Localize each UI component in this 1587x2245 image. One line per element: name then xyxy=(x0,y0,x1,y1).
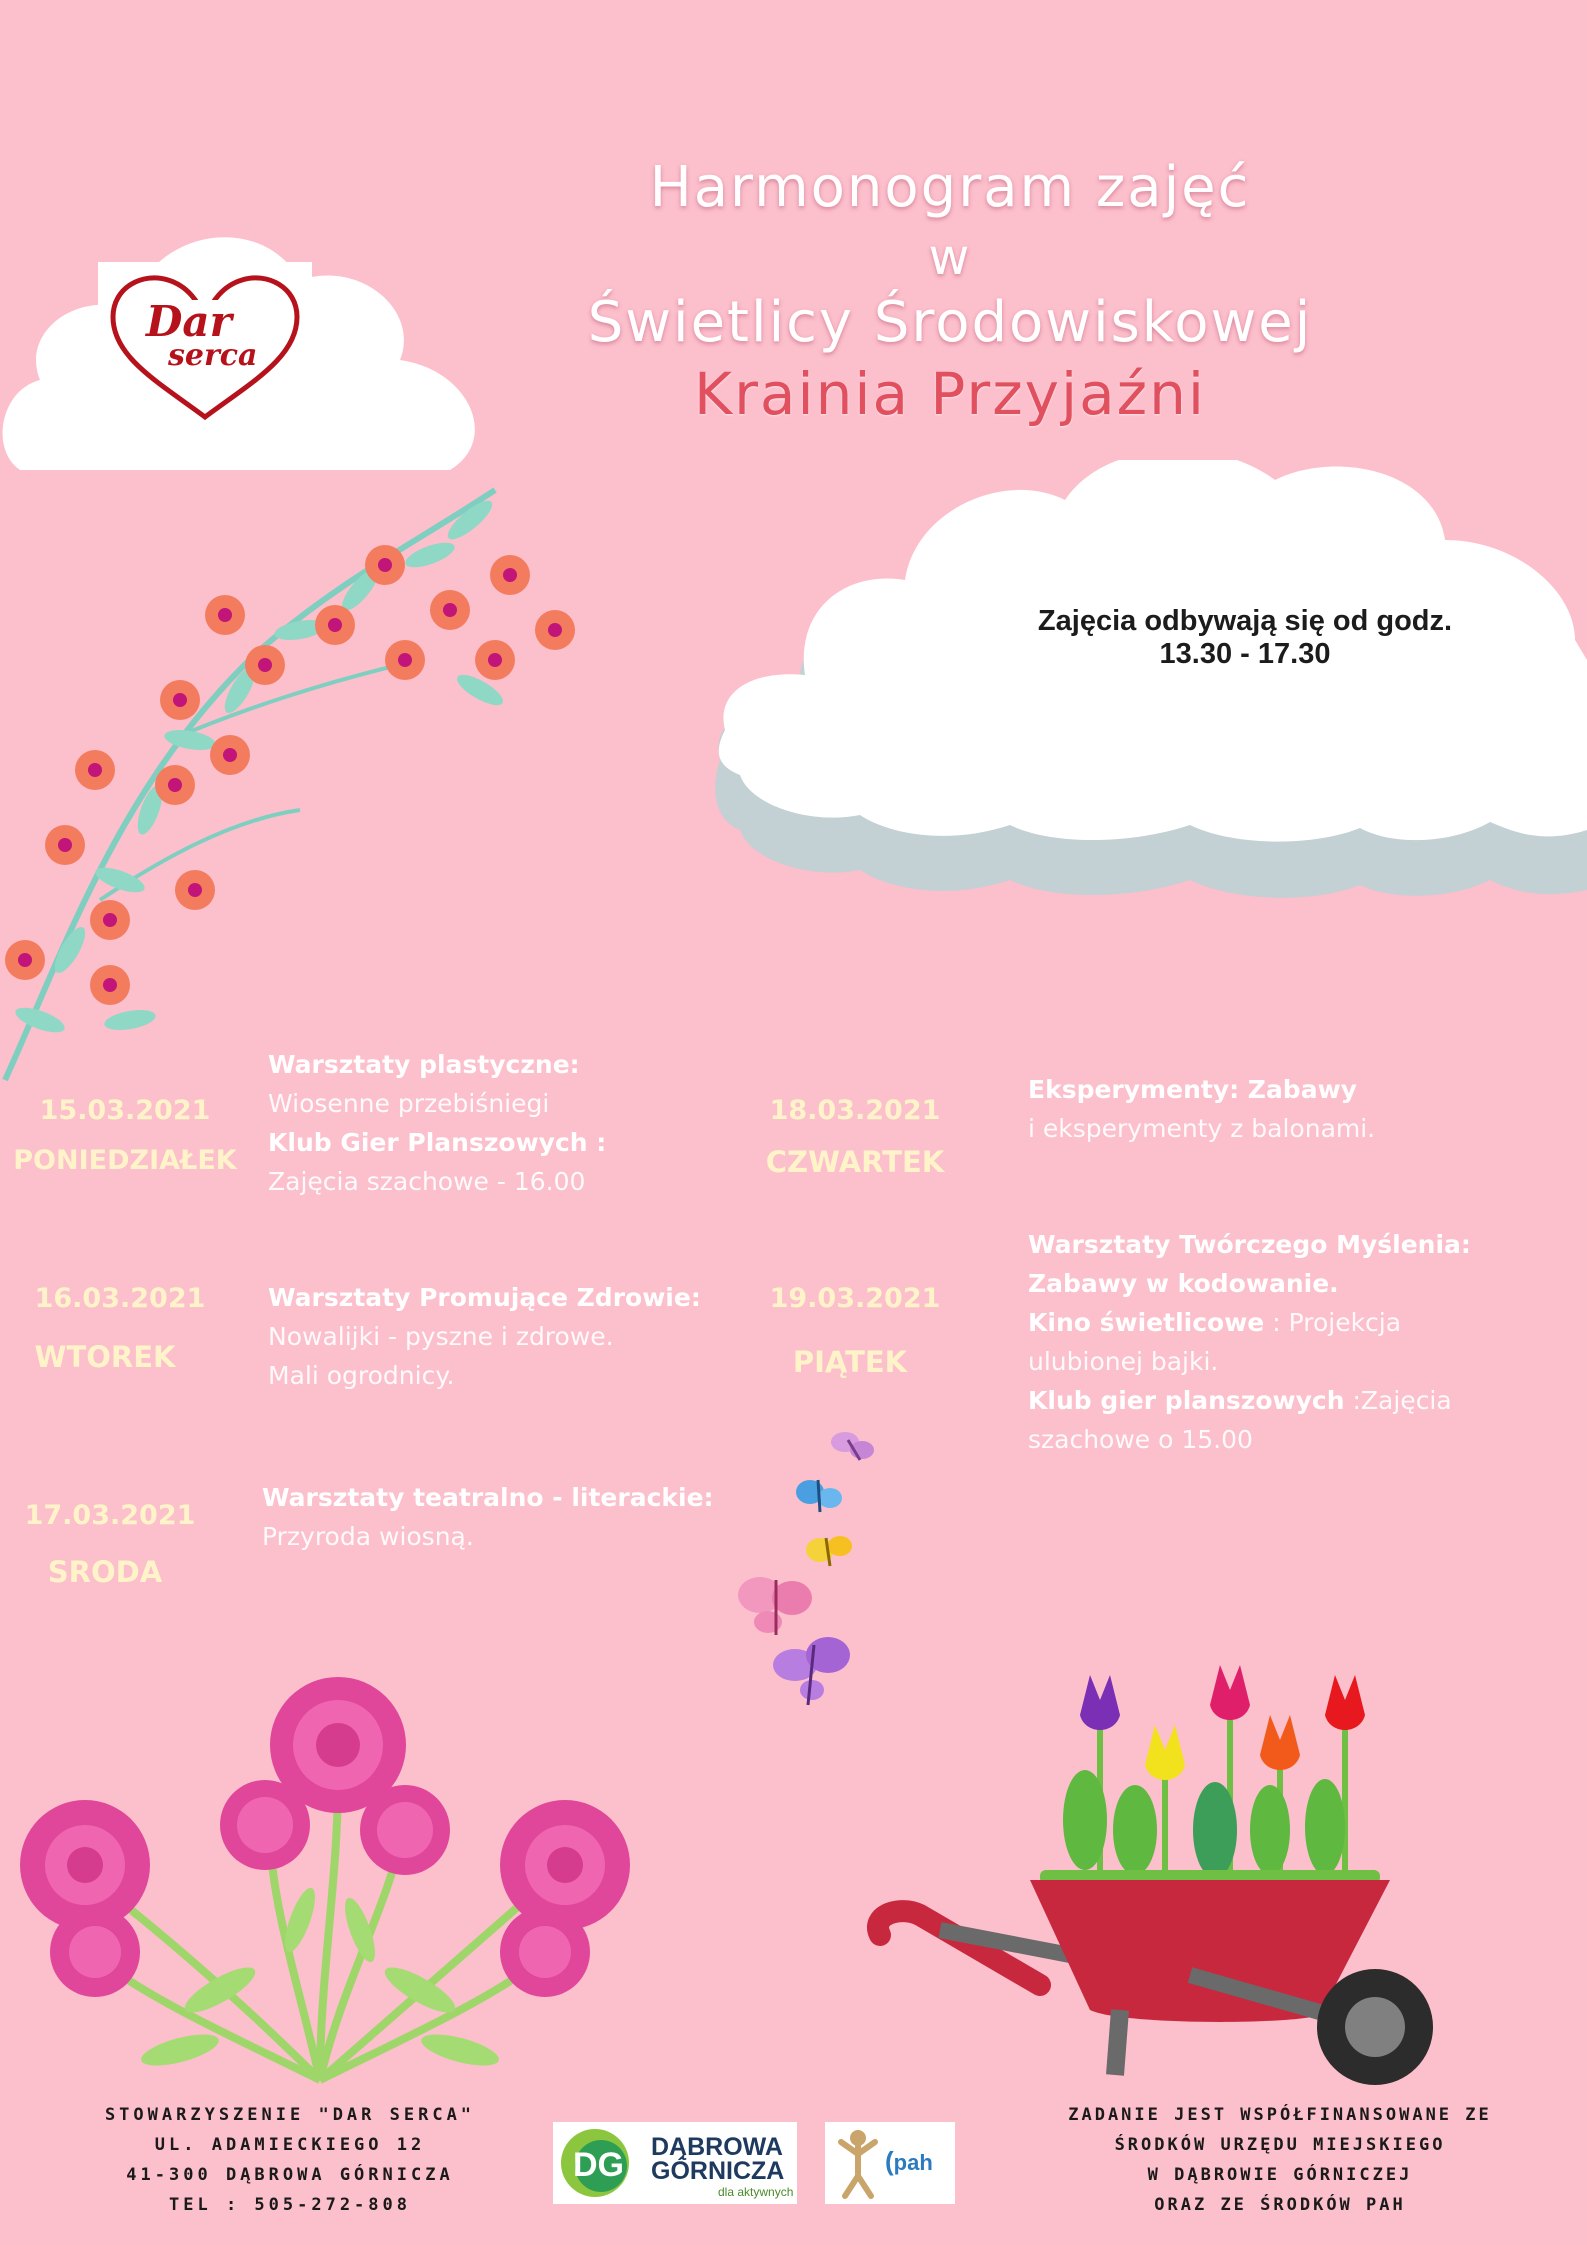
activity-line: Warsztaty teatralno - literackie: xyxy=(262,1483,714,1512)
dg-logo-tagline: dla aktywnych xyxy=(718,2185,794,2199)
activity-line: Zabawy w kodowanie. xyxy=(1028,1269,1339,1298)
svg-text:DG: DG xyxy=(573,2146,624,2184)
activities-thursday xyxy=(1028,1070,1548,1148)
footer-street: UL. ADAMIECKIEGO 12 xyxy=(154,2135,426,2155)
day-friday: PIĄTEK xyxy=(792,1345,908,1379)
footer-funding-line-1: ZADANIE JEST WSPÓŁFINANSOWANE ZE xyxy=(1068,2105,1492,2125)
activity-line: Klub gier planszowych :Zajęcia xyxy=(1028,1386,1452,1415)
activity-line: Wiosenne przebiśniegi xyxy=(268,1089,550,1118)
footer-phone: TEL : 505-272-808 xyxy=(169,2195,411,2215)
logo-text-dar: Dar xyxy=(142,300,236,344)
dg-logo-line-2: GÓRNICZA xyxy=(651,2157,785,2185)
footer-org-name: STOWARZYSZENIE "DAR SERCA" xyxy=(104,2105,476,2125)
pah-logo-text: (pah xyxy=(885,2146,933,2176)
hours-line-1: Zajęcia odbywają się od godz. xyxy=(1037,605,1453,637)
activity-line: Warsztaty Twórczego Myślenia: xyxy=(1028,1230,1471,1259)
activity-line: szachowe o 15.00 xyxy=(1028,1425,1253,1454)
wheelbarrow-illustration xyxy=(860,1655,1500,2095)
activity-line: ulubionej bajki. xyxy=(1028,1347,1219,1376)
right-cloud xyxy=(710,460,1587,905)
title-line-3: Świetlicy Środowiskowej xyxy=(587,290,1313,355)
date-friday: 19.03.2021 xyxy=(769,1283,941,1314)
activities-monday xyxy=(268,1045,728,1201)
logo-text-serca: serca xyxy=(168,338,258,373)
butterfly-icon xyxy=(773,1637,850,1705)
title-line-2: w xyxy=(928,228,972,286)
footer-funding-line-3: W DĄBROWIE GÓRNICZEJ xyxy=(1147,2165,1413,2185)
activity-line: Kino świetlicowe : Projekcja xyxy=(1028,1308,1402,1337)
butterfly-icon xyxy=(738,1577,812,1635)
dabrowa-gornicza-logo xyxy=(553,2122,797,2204)
activities-tuesday xyxy=(268,1278,738,1395)
title-line-4: Krainia Przyjaźni xyxy=(694,360,1206,428)
activity-line: Nowalijki - pyszne i zdrowe. xyxy=(268,1322,614,1351)
opening-hours xyxy=(1030,605,1460,671)
pah-logo xyxy=(825,2122,955,2204)
figure-icon xyxy=(833,2128,883,2200)
activity-line: Zajęcia szachowe - 16.00 xyxy=(268,1167,586,1196)
date-wednesday: 17.03.2021 xyxy=(24,1500,196,1531)
activity-line: Warsztaty Promujące Zdrowie: xyxy=(268,1283,701,1312)
dg-logo-line-1: DĄBROWA xyxy=(651,2133,783,2161)
activity-line: Warsztaty plastyczne: xyxy=(268,1050,580,1079)
day-wednesday: SRODA xyxy=(47,1555,163,1589)
footer-funding xyxy=(1000,2100,1560,2220)
activity-line: Mali ogrodnicy. xyxy=(268,1361,455,1390)
day-tuesday: WTOREK xyxy=(34,1340,176,1374)
day-thursday: CZWARTEK xyxy=(765,1145,945,1179)
flower-branch-illustration xyxy=(0,480,600,1100)
activities-wednesday xyxy=(262,1478,742,1556)
footer-address xyxy=(40,2100,540,2220)
title-line-1: Harmonogram zajęć xyxy=(649,155,1251,220)
activity-line: Eksperymenty: Zabawy xyxy=(1028,1075,1357,1104)
date-monday: 15.03.2021 xyxy=(39,1095,211,1126)
roses-illustration xyxy=(20,1670,660,2100)
dg-logo-mark-icon xyxy=(557,2126,633,2200)
activity-line: Klub Gier Planszowych : xyxy=(268,1128,607,1157)
day-monday: PONIEDZIAŁEK xyxy=(13,1145,237,1176)
footer-funding-line-2: ŚRODKÓW URZĘDU MIEJSKIEGO xyxy=(1114,2135,1446,2155)
butterfly-icon xyxy=(831,1432,874,1460)
butterfly-icon xyxy=(806,1536,852,1566)
hours-line-2: 13.30 - 17.30 xyxy=(1159,638,1331,670)
date-tuesday: 16.03.2021 xyxy=(34,1283,206,1314)
activity-line: Przyroda wiosną. xyxy=(262,1522,474,1551)
date-thursday: 18.03.2021 xyxy=(769,1095,941,1126)
butterfly-icon xyxy=(796,1480,842,1512)
footer-funding-line-4: ORAZ ZE ŚRODKÓW PAH xyxy=(1154,2195,1406,2215)
footer-city: 41-300 DĄBROWA GÓRNICZA xyxy=(126,2165,454,2185)
activity-line: i eksperymenty z balonami. xyxy=(1028,1114,1376,1143)
activities-friday xyxy=(1028,1225,1568,1459)
